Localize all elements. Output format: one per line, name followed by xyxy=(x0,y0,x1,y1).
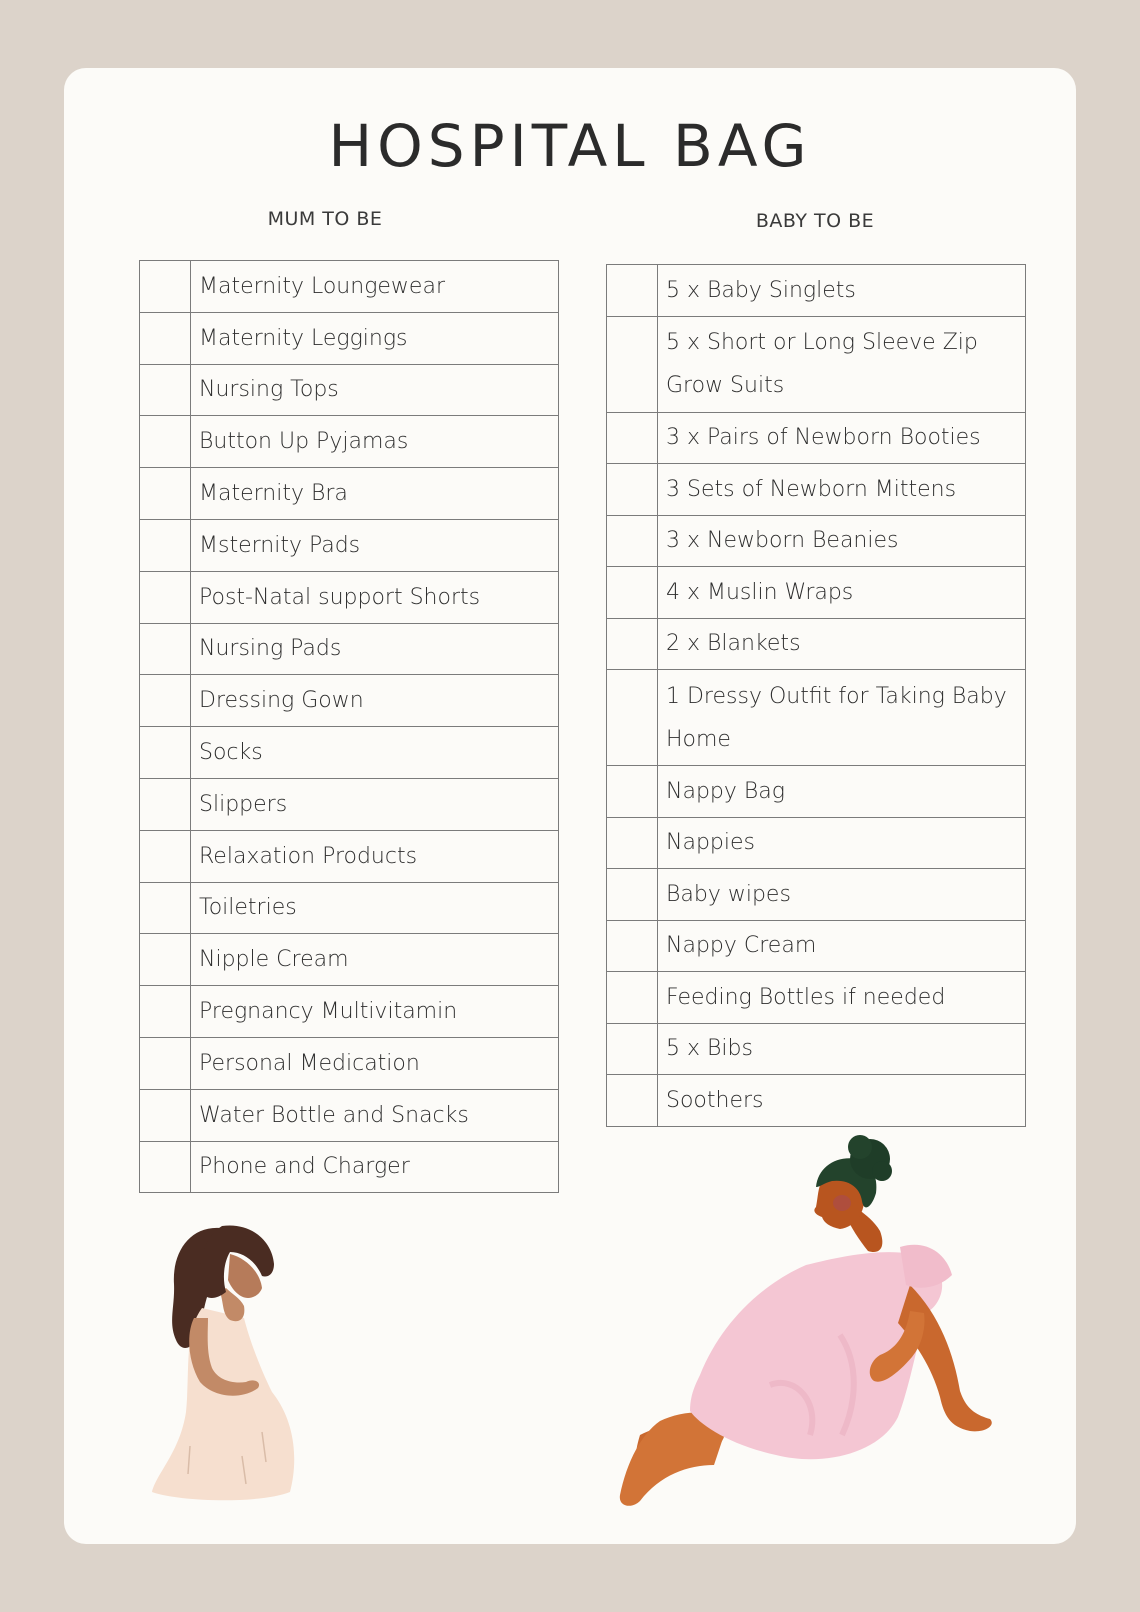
checkbox-cell[interactable] xyxy=(607,316,658,412)
checkbox-cell[interactable] xyxy=(607,766,658,818)
checklist-row xyxy=(140,675,559,727)
baby-checklist xyxy=(606,264,1026,1127)
checkbox-cell[interactable] xyxy=(607,972,658,1024)
checklist-row xyxy=(140,364,559,416)
checkbox-cell[interactable] xyxy=(140,934,191,986)
checklist-row xyxy=(607,412,1026,464)
checkbox-cell[interactable] xyxy=(140,830,191,882)
checklist-item-label: 5 x Baby Singlets xyxy=(658,265,1026,317)
checklist-row xyxy=(140,623,559,675)
checklist-item-label: 3 x Newborn Beanies xyxy=(658,515,1026,567)
checkbox-cell[interactable] xyxy=(140,1141,191,1193)
checklist-row xyxy=(140,261,559,313)
checklist-item-label: Baby wipes xyxy=(658,869,1026,921)
checklist-row xyxy=(607,567,1026,619)
checkbox-cell[interactable] xyxy=(140,778,191,830)
checklist-item-label: 2 x Blankets xyxy=(658,618,1026,670)
mum-checklist xyxy=(139,260,559,1193)
checklist-row xyxy=(140,934,559,986)
checklist-item-label: Nappies xyxy=(658,817,1026,869)
checkbox-cell[interactable] xyxy=(140,1089,191,1141)
checklist-row xyxy=(140,882,559,934)
checklist-row xyxy=(607,1023,1026,1075)
checkbox-cell[interactable] xyxy=(607,515,658,567)
checkbox-cell[interactable] xyxy=(140,468,191,520)
checklist-row xyxy=(607,1075,1026,1127)
checklist-item-label: 5 x Short or Long Sleeve Zip Grow Suits xyxy=(658,316,1026,412)
checkbox-cell[interactable] xyxy=(140,623,191,675)
checklist-row xyxy=(140,571,559,623)
checklist-row xyxy=(607,920,1026,972)
checklist-row xyxy=(607,265,1026,317)
checklist-item-label: Toiletries xyxy=(191,882,559,934)
checklist-row xyxy=(140,416,559,468)
checkbox-cell[interactable] xyxy=(140,1037,191,1089)
checkbox-cell[interactable] xyxy=(140,364,191,416)
checklist-row xyxy=(140,1037,559,1089)
checklist-row xyxy=(140,519,559,571)
checklist-item-label: 3 Sets of Newborn Mittens xyxy=(658,464,1026,516)
checklist-item-label: Socks xyxy=(191,727,559,779)
checklist-item-label: Msternity Pads xyxy=(191,519,559,571)
checkbox-cell[interactable] xyxy=(607,869,658,921)
checkbox-cell[interactable] xyxy=(607,567,658,619)
checklist-item-label: Nursing Tops xyxy=(191,364,559,416)
checklist-item-label: Nipple Cream xyxy=(191,934,559,986)
checklist-item-label: Feeding Bottles if needed xyxy=(658,972,1026,1024)
checkbox-cell[interactable] xyxy=(607,618,658,670)
checkbox-cell[interactable] xyxy=(140,519,191,571)
checklist-item-label: Nappy Cream xyxy=(658,920,1026,972)
checklist-item-label: Slippers xyxy=(191,778,559,830)
baby-column-heading: BABY TO BE xyxy=(755,210,875,232)
checklist-item-label: Dressing Gown xyxy=(191,675,559,727)
checkbox-cell[interactable] xyxy=(607,464,658,516)
checklist-item-label: Water Bottle and Snacks xyxy=(191,1089,559,1141)
checklist-row xyxy=(140,830,559,882)
checkbox-cell[interactable] xyxy=(140,727,191,779)
checkbox-cell[interactable] xyxy=(140,416,191,468)
checklist-row xyxy=(140,727,559,779)
checklist-row xyxy=(607,618,1026,670)
checklist-item-label: Soothers xyxy=(658,1075,1026,1127)
checklist-row xyxy=(607,869,1026,921)
page-title: HOSPITAL BAG xyxy=(328,112,812,180)
mum-column-heading: MUM TO BE xyxy=(267,208,383,230)
checklist-row xyxy=(140,312,559,364)
checklist-item-label: Nappy Bag xyxy=(658,766,1026,818)
checklist-row xyxy=(140,1089,559,1141)
checkbox-cell[interactable] xyxy=(140,986,191,1038)
checklist-row xyxy=(607,670,1026,766)
checklist-item-label: 5 x Bibs xyxy=(658,1023,1026,1075)
checklist-row xyxy=(607,817,1026,869)
checklist-item-label: Phone and Charger xyxy=(191,1141,559,1193)
checklist-item-label: Button Up Pyjamas xyxy=(191,416,559,468)
checklist-row xyxy=(607,515,1026,567)
checklist-item-label: 4 x Muslin Wraps xyxy=(658,567,1026,619)
checkbox-cell[interactable] xyxy=(140,261,191,313)
checkbox-cell[interactable] xyxy=(607,265,658,317)
checkbox-cell[interactable] xyxy=(140,882,191,934)
checklist-row xyxy=(140,986,559,1038)
checklist-row xyxy=(140,468,559,520)
checkbox-cell[interactable] xyxy=(607,817,658,869)
checkbox-cell[interactable] xyxy=(140,675,191,727)
checklist-row xyxy=(140,1141,559,1193)
kneeling-pregnant-woman-illustration xyxy=(150,1222,310,1517)
checkbox-cell[interactable] xyxy=(607,920,658,972)
checklist-item-label: Maternity Leggings xyxy=(191,312,559,364)
checklist-row xyxy=(607,464,1026,516)
checklist-item-label: Relaxation Products xyxy=(191,830,559,882)
checklist-row xyxy=(607,316,1026,412)
checklist-row xyxy=(140,778,559,830)
checklist-item-label: 3 x Pairs of Newborn Booties xyxy=(658,412,1026,464)
checklist-item-label: Maternity Bra xyxy=(191,468,559,520)
checkbox-cell[interactable] xyxy=(607,1023,658,1075)
sitting-pregnant-woman-illustration xyxy=(610,1135,1010,1515)
checkbox-cell[interactable] xyxy=(140,571,191,623)
checklist-item-label: Pregnancy Multivitamin xyxy=(191,986,559,1038)
checkbox-cell[interactable] xyxy=(140,312,191,364)
checklist-row xyxy=(607,766,1026,818)
checkbox-cell[interactable] xyxy=(607,670,658,766)
checklist-row xyxy=(607,972,1026,1024)
checklist-item-label: Nursing Pads xyxy=(191,623,559,675)
checklist-item-label: Post-Natal support Shorts xyxy=(191,571,559,623)
checklist-item-label: 1 Dressy Outfit for Taking Baby Home xyxy=(658,670,1026,766)
checklist-item-label: Personal Medication xyxy=(191,1037,559,1089)
checkbox-cell[interactable] xyxy=(607,412,658,464)
checklist-item-label: Maternity Loungewear xyxy=(191,261,559,313)
checkbox-cell[interactable] xyxy=(607,1075,658,1127)
